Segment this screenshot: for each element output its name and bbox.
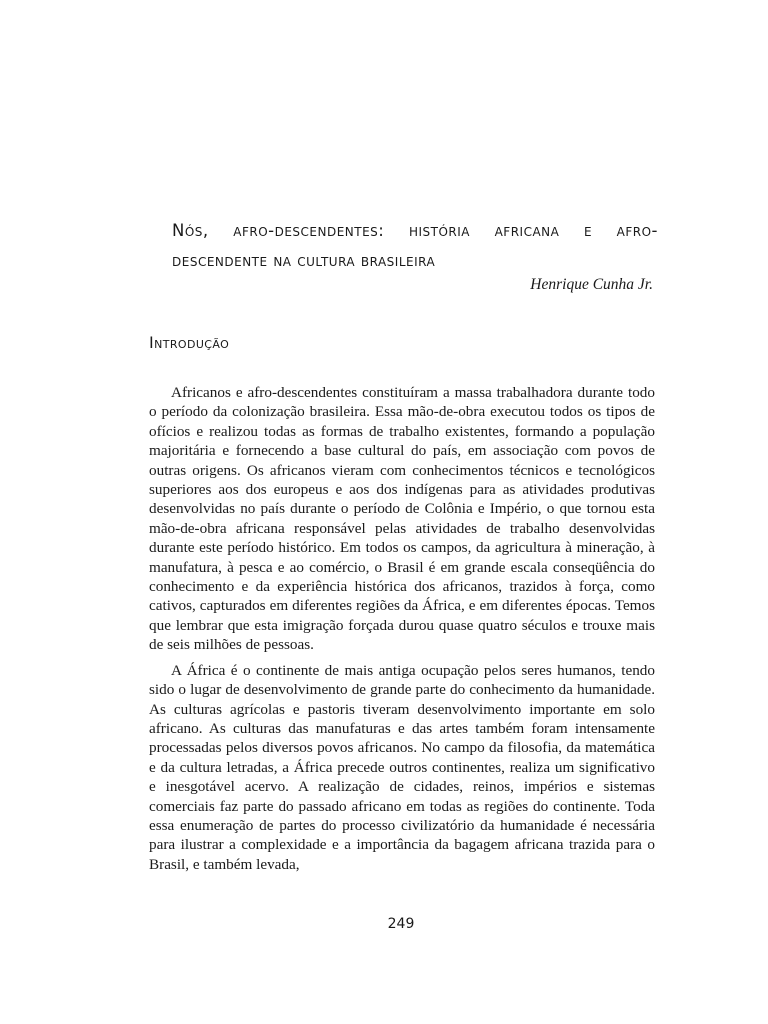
author-name: Henrique Cunha Jr. [530, 276, 653, 293]
section-heading: Introdução [149, 333, 230, 352]
body-text [149, 383, 655, 880]
paragraph: A África é o continente de mais antiga ocupação pelos seres humanos, tendo sido o lugar de desenvolvimento de grande parte do conhecimento da humanidade. As culturas agrícolas e pastoris tiveram desenvolvimento importante em solo africano. As culturas das manufaturas e das artes também foram intensamente processadas pelos diversos povos africanos. No campo da filosofia, da matemática e da cultura letradas, a África precede outros continentes, realiza um significativo e inesgotável acervo. A realização de cidades, reinos, impérios e sistemas comerciais faz parte do passado africano em todas as regiões do continente. Toda essa enumeração de partes do processo civilizatório da humanidade é necessária para ilustrar a complexidade e a importância da bagagem africana trazida para o Brasil, e também levada, [149, 661, 655, 873]
paragraph: Africanos e afro-descendentes constituíram a massa trabalhadora durante todo o período da colonização brasileira. Essa mão-de-obra executou todos os tipos de ofícios e realizou todas as formas de trabalho existentes, formando a população majoritária e fornecendo a base cultural do país, em associação com povos de outras origens. Os africanos vieram com conhecimentos técnicos e tecnológicos superiores aos dos europeus e aos dos indígenas para as atividades produtivas desenvolvidas no país durante o período de Colônia e Império, o que tornou esta mão-de-obra africana responsável pelas atividades de trabalho desenvolvidas durante este período histórico. Em todos os campos, da agricultura à mineração, à manufatura, à pesca e ao comércio, o Brasil é em grande escala conseqüência do conhecimento e da experiência histórica dos africanos, trazidos à força, como cativos, capturados em diferentes regiões da África, e em diferentes épocas. Temos que lembrar que esta imigração forçada durou quase quatro séculos e trouxe mais de seis milhões de pessoas. [149, 384, 655, 654]
article-title: Nós, afro-descendentes: história africana e afro-descendente na cultura brasileira [172, 221, 658, 270]
page-number: 249 [387, 916, 415, 932]
